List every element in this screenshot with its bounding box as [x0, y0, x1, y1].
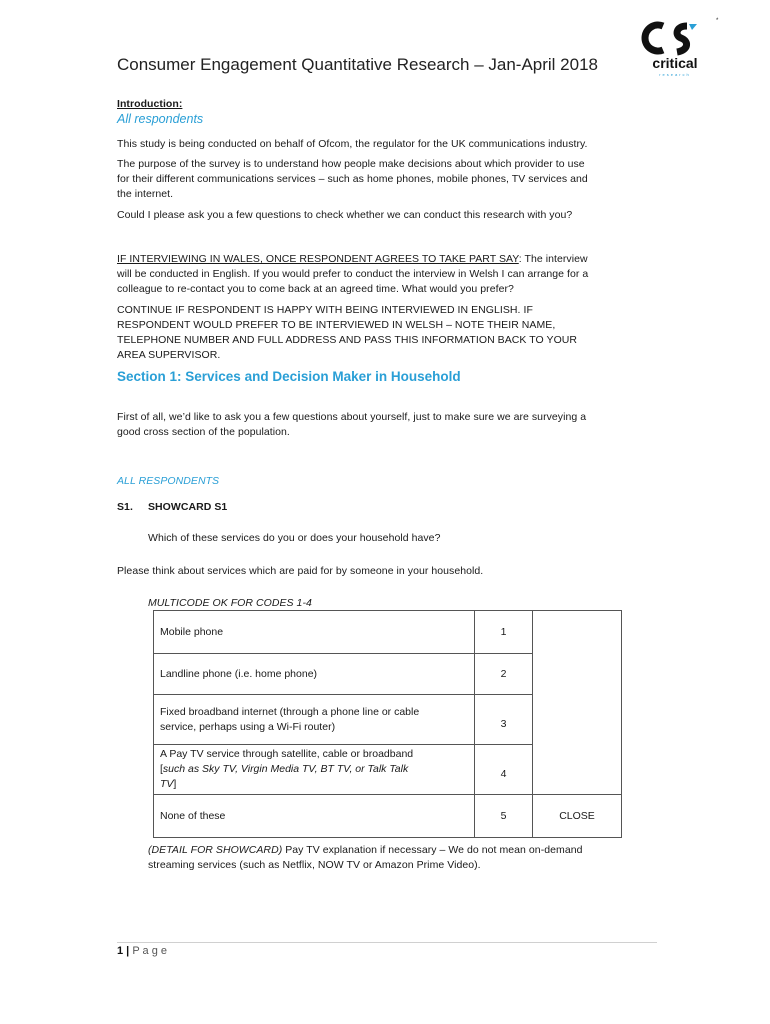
options-table	[153, 610, 622, 838]
intro-p2-line2: for their different communications services – such as home phones, mobile phones, TV services and	[117, 173, 588, 185]
option-label-line: service, perhaps using a Wi-Fi router)	[160, 720, 336, 733]
intro-paragraph-3: Could I please ask you a few questions to check whether we can conduct this research with you?	[117, 209, 573, 221]
continue-line4: AREA SUPERVISOR.	[117, 349, 221, 361]
section-1-intro-line1: First of all, we’d like to ask you a few questions about yourself, just to make sure we are surveying a	[117, 411, 587, 423]
option-code: 4	[475, 745, 533, 795]
footer-divider	[117, 942, 657, 943]
page-title: Consumer Engagement Quantitative Research – Jan-April 2018	[117, 55, 598, 74]
wales-line2: will be conducted in English. If you would prefer to conduct the interview in Welsh I can arrange for a	[117, 268, 589, 280]
option-code: 3	[475, 695, 533, 745]
detail-label: (DETAIL FOR SHOWCARD)	[148, 844, 283, 856]
wales-instruction	[117, 252, 657, 297]
section-1-heading: Section 1: Services and Decision Maker in Household	[117, 369, 461, 384]
option-example-text: TV	[160, 778, 174, 790]
option-label-line: A Pay TV service through satellite, cable or broadband	[160, 748, 414, 760]
continue-line2: RESPONDENT WOULD PREFER TO BE INTERVIEWED IN WELSH – NOTE THEIR NAME,	[117, 319, 556, 331]
section-1-intro-line2: good cross section of the population.	[117, 426, 290, 438]
page-footer	[117, 945, 167, 957]
showcard-detail	[148, 843, 648, 873]
option-label-text: Mobile phone	[160, 625, 224, 638]
wales-instruction-caps: IF INTERVIEWING IN WALES, ONCE RESPONDENT AGREES TO TAKE PART SAY	[117, 253, 519, 265]
option-label-text: Landline phone (i.e. home phone)	[160, 667, 318, 680]
svg-text:*: *	[716, 18, 719, 24]
intro-paragraph-2	[117, 157, 657, 202]
option-code: 1	[475, 611, 533, 654]
intro-p2-line1: The purpose of the survey is to understand how people make decisions about which provider to use	[117, 158, 585, 170]
option-label	[154, 654, 475, 695]
question-think: Please think about services which are paid for by someone in your household.	[117, 565, 484, 577]
option-label-line: Fixed broadband internet (through a phone line or cable	[160, 705, 420, 718]
logo-text: critical	[652, 55, 698, 71]
question-text: Which of these services do you or does your household have?	[148, 532, 441, 544]
option-action-empty	[533, 611, 622, 795]
intro-audience: All respondents	[117, 112, 204, 126]
continue-instruction	[117, 303, 657, 363]
critical-research-logo	[637, 16, 719, 82]
continue-line3: TELEPHONE NUMBER AND FULL ADDRESS AND PASS THIS INFORMATION BACK TO YOUR	[117, 334, 578, 346]
intro-p2-line3: the internet.	[117, 188, 174, 200]
option-example-text: such as Sky TV, Virgin Media TV, BT TV, or Talk Talk	[162, 763, 409, 775]
option-code: 2	[475, 654, 533, 695]
page-number: 1	[117, 945, 124, 957]
bracket-close: ]	[173, 778, 177, 790]
wales-line1-rest: : The interview	[518, 253, 588, 265]
option-action: CLOSE	[533, 795, 622, 838]
continue-line1: CONTINUE IF RESPONDENT IS HAPPY WITH BEING INTERVIEWED IN ENGLISH. IF	[117, 304, 533, 316]
bracket-open: [	[160, 763, 163, 775]
intro-heading: Introduction:	[117, 98, 183, 110]
table-row	[154, 795, 622, 838]
logo-subtext: research	[659, 72, 691, 77]
question-showcard: SHOWCARD S1	[148, 501, 228, 513]
table-row	[154, 611, 622, 654]
intro-paragraph-1: This study is being conducted on behalf of Ofcom, the regulator for the UK communications industry.	[117, 138, 588, 150]
option-code: 5	[475, 795, 533, 838]
page-label: P a g e	[132, 945, 167, 957]
question-number: S1.	[117, 501, 133, 513]
option-label-text: None of these	[160, 809, 226, 822]
detail-line2: streaming services (such as Netflix, NOW TV or Amazon Prime Video).	[148, 859, 481, 871]
page-separator: |	[123, 945, 133, 957]
option-label	[154, 695, 475, 745]
option-label	[154, 745, 475, 795]
option-label	[154, 611, 475, 654]
section-1-audience: ALL RESPONDENTS	[117, 475, 220, 487]
wales-line3: colleague to re-contact you to come back at an agreed time. What would you prefer?	[117, 283, 514, 295]
detail-line1: Pay TV explanation if necessary – We do not mean on-demand	[282, 844, 583, 856]
section-1-intro	[117, 410, 657, 440]
option-label	[154, 795, 475, 838]
multicode-instruction: MULTICODE OK FOR CODES 1-4	[148, 597, 312, 609]
